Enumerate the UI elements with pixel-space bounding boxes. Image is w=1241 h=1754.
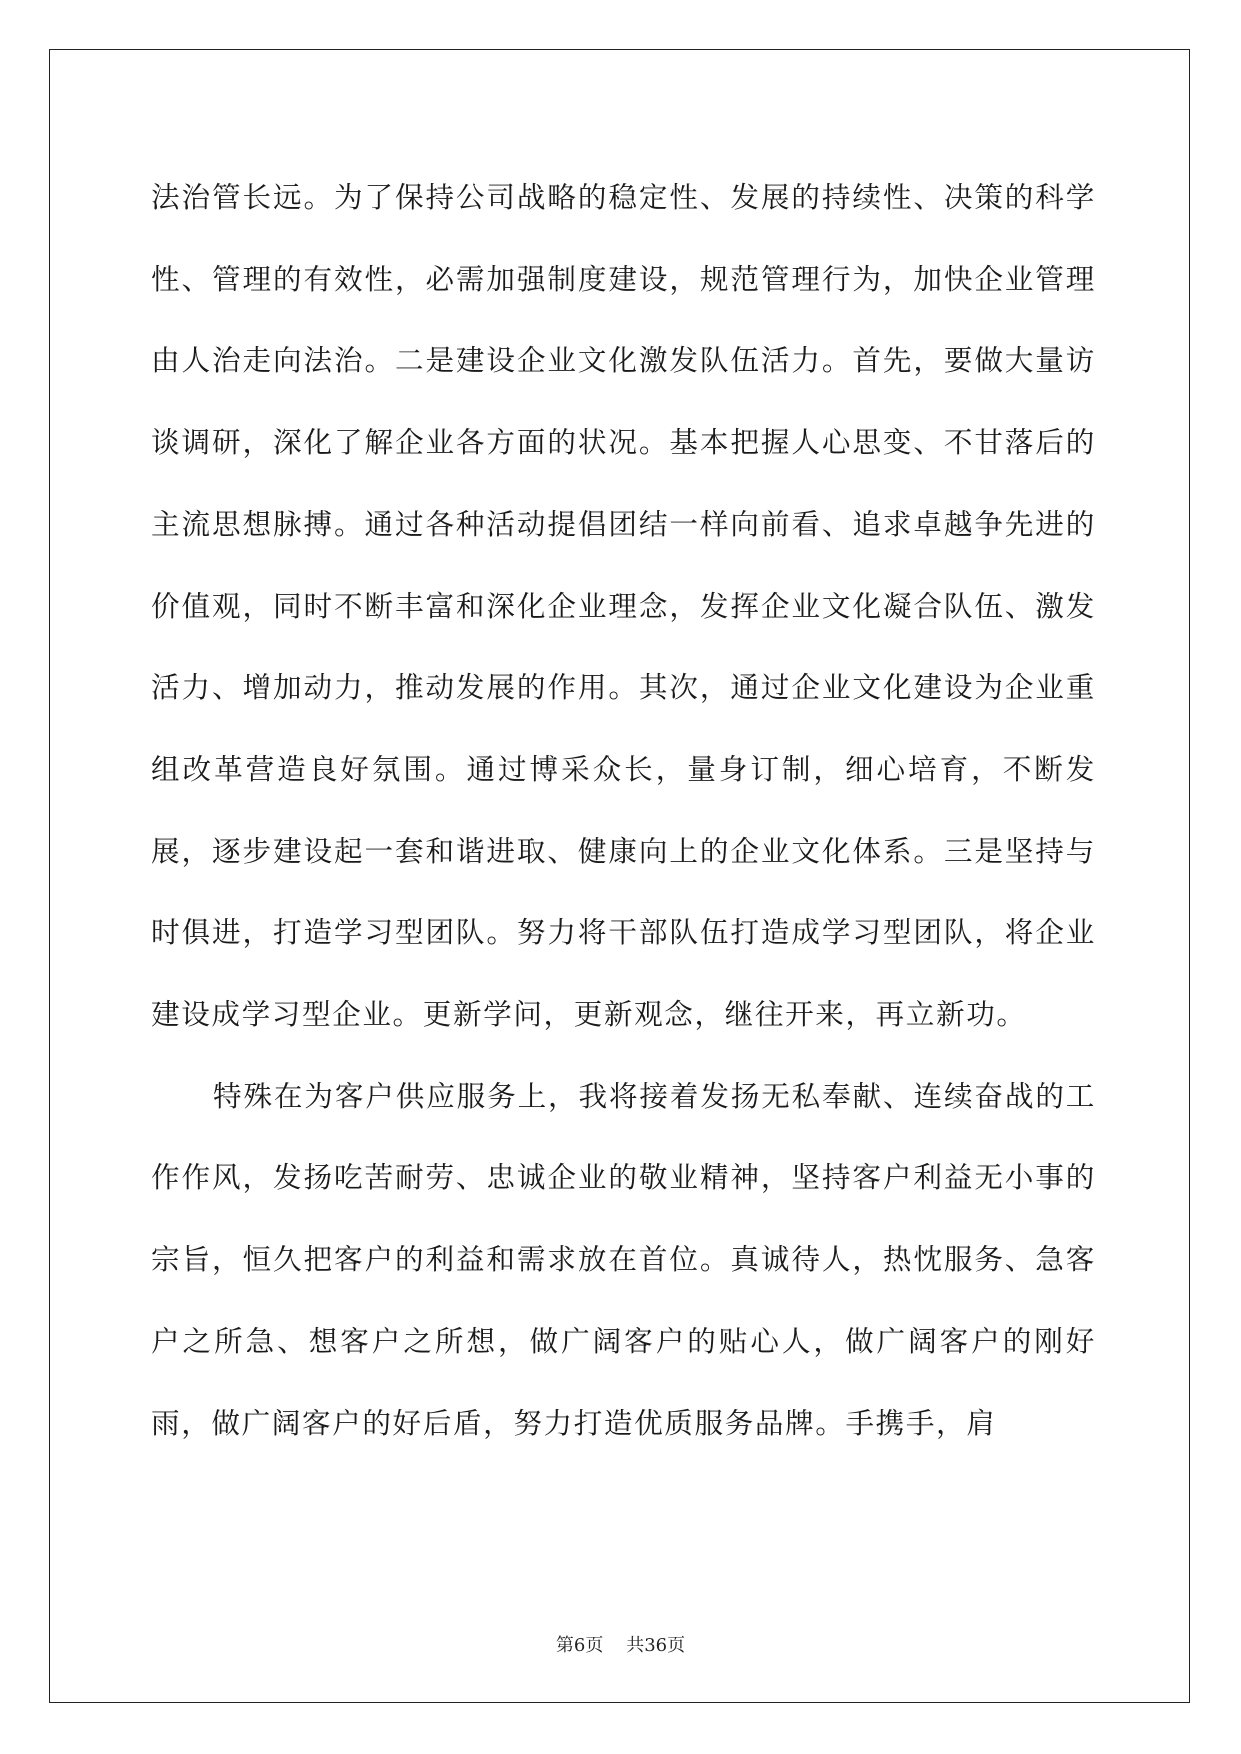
paragraph-2: 特殊在为客户供应服务上，我将接着发扬无私奉献、连续奋战的工作作风，发扬吃苦耐劳、忠诚企业的敬业精神，坚持客户利益无小事的宗旨，恒久把客户的利益和需求放在首位。真诚待人，热忱服务、急客户之所急、想客户之所想，做广阔客户的贴心人，做广阔客户的刚好雨，做广阔客户的好后盾，努力打造优质服务品牌。手携手，肩 (151, 1078, 1096, 1440)
document-body (151, 157, 1096, 1464)
page-number-footer: 第6页 共36页 (555, 1635, 686, 1656)
paragraph-1: 法治管长远。为了保持公司战略的稳定性、发展的持续性、决策的科学性、管理的有效性，必需加强制度建设，规范管理行为，加快企业管理由人治走向法治。二是建设企业文化激发队伍活力。首先，要做大量访谈调研，深化了解企业各方面的状况。基本把握人心思变、不甘落后的主流思想脉搏。通过各种活动提倡团结一样向前看、追求卓越争先进的价值观，同时不断丰富和深化企业理念，发挥企业文化凝合队伍、激发活力、增加动力，推动发展的作用。其次，通过企业文化建设为企业重组改革营造良好氛围。通过博采众长，量身订制，细心培育，不断发展，逐步建设起一套和谐进取、健康向上的企业文化体系。三是坚持与时俱进，打造学习型团队。努力将干部队伍打造成学习型团队，将企业建设成学习型企业。更新学问，更新观念，继往开来，再立新功。 (151, 180, 1096, 1032)
